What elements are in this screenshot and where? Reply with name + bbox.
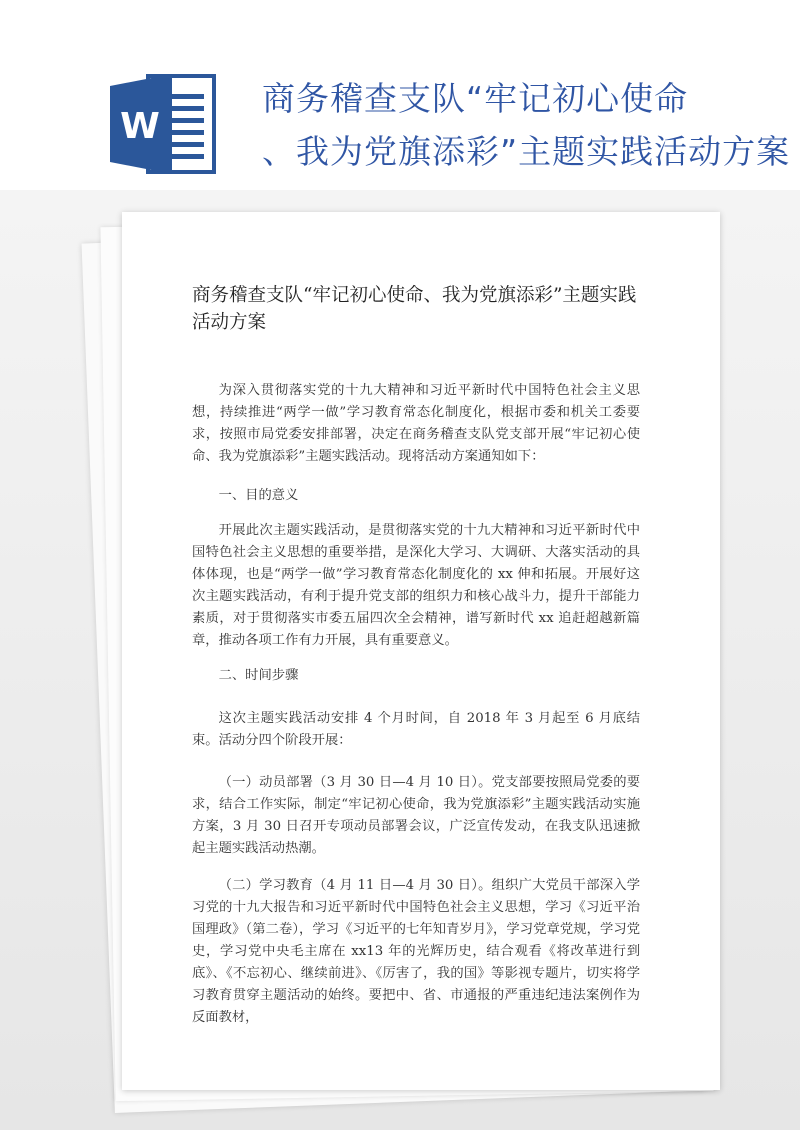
- title-line-1: 商务稽查支队“牢记初心使命: [262, 79, 689, 118]
- document-title: 商务稽查支队“牢记初心使命、我为党旗添彩”主题实践活动方案: [192, 285, 637, 333]
- title-line-2: 、我为党旗添彩”主题实践活动方案: [262, 132, 791, 171]
- schedule-paragraph: 这次主题实践活动安排 4 个月时间，自 2018 年 3 月起至 6 月底结束。活动分四个阶段开展：: [192, 711, 640, 748]
- stage1-paragraph: （一）动员部署（3 月 30 日—4 月 10 日）。党支部要按照局党委的要求，结合工作实际，制定“牢记初心使命，我为党旗添彩”主题实践活动实施方案，3 月 30 日召开专项动员部署会议，广泛宣传发动，在我支队迅速掀起主题实践活动热潮。: [192, 775, 640, 856]
- document-page: [122, 212, 720, 1090]
- heading-schedule: 二、时间步骤: [218, 668, 299, 683]
- svg-text:W: W: [120, 106, 160, 147]
- stage2-paragraph: （二）学习教育（4 月 11 日—4 月 30 日）。组织广大党员干部深入学习党的十九大报告和习近平新时代中国特色社会主义思想，学习《习近平治国理政》（第二卷），学习《习近平的七年知青岁月》，学习党章党规，学习党史，学习党中央毛主席在 xx13 年的光辉历史，结合观看《将改革进行到底》、《不忘初心、继续前进》、《厉害了，我的国》等影视专题片，切实将学习教育贯穿主题活动的始终。要把中、省、市通报的严重违纪违法案例作为反面教材，: [192, 878, 640, 1025]
- word-document-icon: [110, 72, 218, 176]
- page-title: [262, 72, 790, 178]
- purpose-paragraph: 开展此次主题实践活动，是贯彻落实党的十九大精神和习近平新时代中国特色社会主义思想的重要举措，是深化大学习、大调研、大落实活动的具体体现，也是“两学一做”学习教育常态化制度化的 xx 伸和拓展。开展好这次主题实践活动，有利于提升党支部的组织力和核心战斗力，提升干部能力素质，对于贯彻落实市委五届四次全会精神，谱写新时代 xx 追赶超越新篇章，推动各项工作有力开展，具有重要意义。: [192, 523, 640, 648]
- intro-paragraph: 为深入贯彻落实党的十九大精神和习近平新时代中国特色社会主义思想，持续推进“两学一做”学习教育常态化制度化，根据市委和机关工委要求，按照市局党委安排部署，决定在商务稽查支队党支部开展“牢记初心使命、我为党旗添彩”主题实践活动。现将活动方案通知如下：: [192, 383, 640, 464]
- heading-purpose: 一、目的意义: [218, 488, 299, 503]
